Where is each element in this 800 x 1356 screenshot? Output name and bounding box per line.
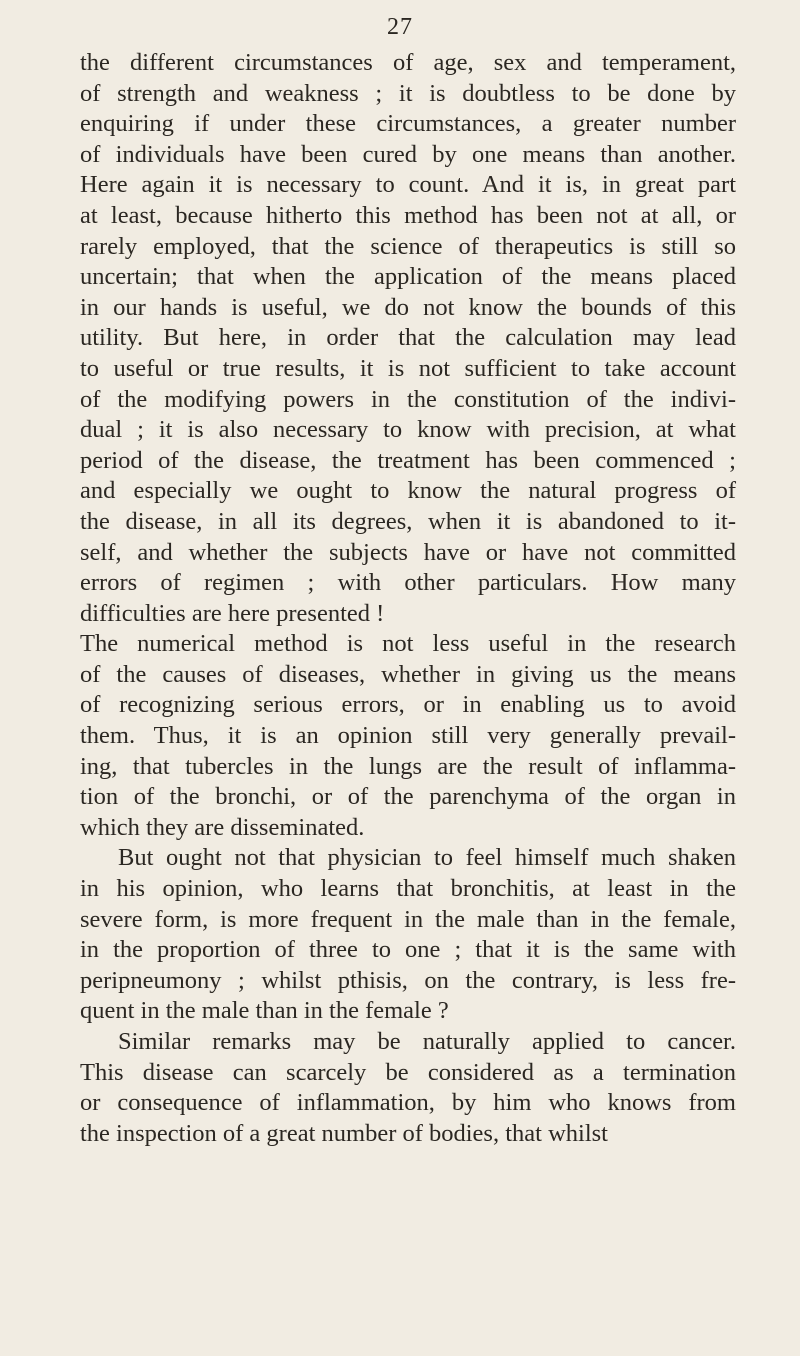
text-line: The numerical method is not less useful in the research bbox=[80, 630, 736, 658]
text-line: errors of regimen ; with other particulars. How many bbox=[80, 569, 736, 597]
text-line: But ought not that physician to feel himself much shaken bbox=[118, 844, 736, 872]
text-line: which they are disseminated. bbox=[80, 813, 365, 841]
text-line: them. Thus, it is an opinion still very generally prevail- bbox=[80, 722, 736, 750]
paragraph bbox=[80, 843, 736, 1027]
text-line: of the causes of diseases, whether in giving us the means bbox=[80, 660, 736, 688]
text-line: This disease can scarcely be considered as a termination bbox=[80, 1058, 736, 1086]
text-line: or consequence of inflammation, by him who knows from bbox=[80, 1089, 736, 1117]
text-line: quent in the male than in the female ? bbox=[80, 997, 449, 1025]
text-line: to useful or true results, it is not sufficient to take account bbox=[80, 354, 736, 382]
paragraph bbox=[80, 48, 736, 629]
text-line: and especially we ought to know the natural progress of bbox=[80, 477, 736, 505]
text-line: the different circumstances of age, sex and temperament, bbox=[80, 49, 736, 76]
text-line: in the proportion of three to one ; that it is the same with bbox=[80, 936, 736, 964]
text-line: of the modifying powers in the constitution of the indivi- bbox=[80, 385, 736, 413]
text-line: difficulties are here presented ! bbox=[80, 599, 385, 627]
text-line: tion of the bronchi, or of the parenchyma of the organ in bbox=[80, 783, 736, 811]
text-line: self, and whether the subjects have or have not committed bbox=[80, 538, 736, 566]
text-line: utility. But here, in order that the calculation may lead bbox=[80, 324, 736, 352]
text-line: of individuals have been cured by one means than another. bbox=[80, 140, 736, 168]
text-line: peripneumony ; whilst pthisis, on the contrary, is less fre- bbox=[80, 966, 736, 994]
text-line: in our hands is useful, we do not know the bounds of this bbox=[80, 293, 736, 321]
page-body bbox=[80, 48, 736, 1149]
page-number: 27 bbox=[387, 14, 413, 40]
text-line: uncertain; that when the application of the means placed bbox=[80, 263, 736, 291]
text-line: ing, that tubercles in the lungs are the result of inflamma- bbox=[80, 752, 736, 780]
text-line: the inspection of a great number of bodies, that whilst bbox=[80, 1119, 608, 1147]
text-line: of strength and weakness ; it is doubtless to be done by bbox=[80, 79, 736, 107]
paragraph bbox=[80, 1027, 736, 1149]
text-line: in his opinion, who learns that bronchitis, at least in the bbox=[80, 875, 736, 903]
text-line: the disease, in all its degrees, when it is abandoned to it- bbox=[80, 507, 736, 535]
text-line: period of the disease, the treatment has been commenced ; bbox=[80, 446, 736, 474]
text-line: of recognizing serious errors, or in enabling us to avoid bbox=[80, 691, 736, 719]
text-line: rarely employed, that the science of therapeutics is still so bbox=[80, 232, 736, 260]
text-line: at least, because hitherto this method has been not at all, or bbox=[80, 201, 736, 229]
text-line: Here again it is necessary to count. And it is, in great part bbox=[80, 171, 736, 199]
text-line: severe form, is more frequent in the male than in the female, bbox=[80, 905, 736, 933]
text-line: enquiring if under these circumstances, a greater number bbox=[80, 110, 736, 138]
text-line: dual ; it is also necessary to know with precision, at what bbox=[80, 416, 736, 444]
text-line: Similar remarks may be naturally applied to cancer. bbox=[118, 1028, 736, 1055]
paragraph bbox=[80, 629, 736, 843]
